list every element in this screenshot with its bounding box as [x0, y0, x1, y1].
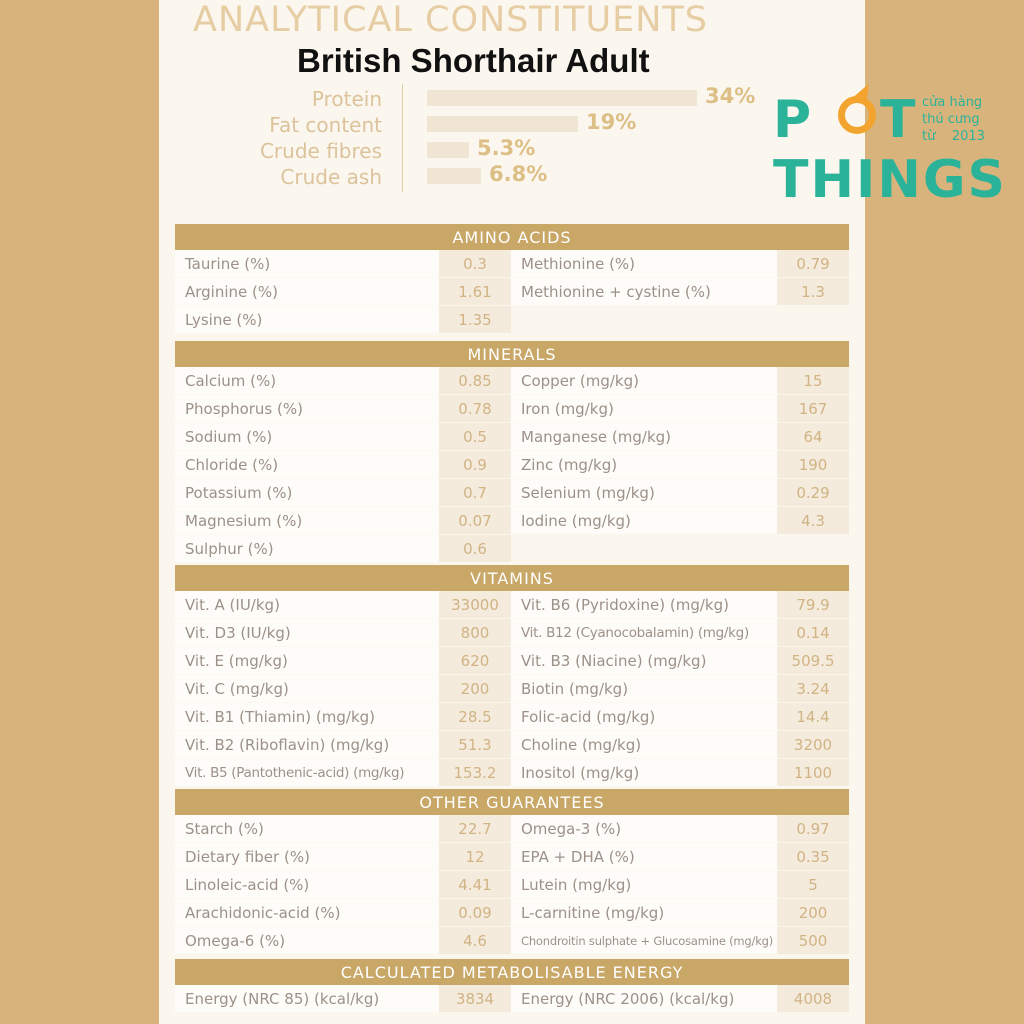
nutrient-value: 0.6 — [439, 535, 511, 563]
nutrient-value: 28.5 — [439, 703, 511, 731]
logo-tagline-line: thú cưng — [922, 112, 980, 127]
nutrient-value: 0.29 — [777, 479, 849, 507]
nutrient-value: 153.2 — [439, 759, 511, 787]
nutrient-name: Lysine (%) — [175, 306, 439, 334]
logo-tagline-line: từ 2013 — [922, 129, 985, 144]
product-title: British Shorthair Adult — [297, 42, 650, 79]
logo-cat-icon — [838, 96, 876, 134]
nutrient-value: 1.61 — [439, 278, 511, 306]
nutrient-value: 1.3 — [777, 278, 849, 306]
table-row — [175, 985, 849, 1013]
nutrient-name: Vit. B2 (Riboflavin) (mg/kg) — [175, 731, 439, 759]
logo-tagline-line: cửa hàng — [922, 95, 983, 110]
section-header: VITAMINS — [175, 565, 849, 591]
analytical-label: Fat content — [269, 113, 382, 137]
nutrient-value: 509.5 — [777, 647, 849, 675]
nutrient-name: Chondroitin sulphate + Glucosamine (mg/kg) — [511, 927, 777, 955]
nutrient-value: 64 — [777, 423, 849, 451]
nutrient-name: Methionine (%) — [511, 250, 777, 278]
table-row — [175, 278, 849, 306]
nutrient-value: 33000 — [439, 591, 511, 619]
nutrient-value: 3200 — [777, 731, 849, 759]
nutrient-name: Magnesium (%) — [175, 507, 439, 535]
nutrient-name: Sulphur (%) — [175, 535, 439, 563]
nutrient-name: Omega-3 (%) — [511, 815, 777, 843]
nutrient-name: Vit. C (mg/kg) — [175, 675, 439, 703]
nutrient-value: 500 — [777, 927, 849, 955]
nutrient-value: 0.35 — [777, 843, 849, 871]
table-row — [175, 927, 849, 955]
table-row — [175, 843, 849, 871]
nutrient-name: Inositol (mg/kg) — [511, 759, 777, 787]
other-guarantees-table — [175, 789, 849, 955]
nutrient-name: Energy (NRC 85) (kcal/kg) — [175, 985, 439, 1013]
table-row — [175, 675, 849, 703]
analytical-label: Crude fibres — [259, 139, 382, 163]
nutrient-name: Omega-6 (%) — [175, 927, 439, 955]
table-row — [175, 535, 849, 563]
table-row — [175, 451, 849, 479]
nutrient-name: Vit. B5 (Pantothenic-acid) (mg/kg) — [175, 759, 439, 787]
nutrient-value: 0.5 — [439, 423, 511, 451]
nutrient-name: Selenium (mg/kg) — [511, 479, 777, 507]
table-row — [175, 591, 849, 619]
logo-tagline — [922, 94, 985, 145]
analytical-value: 19% — [586, 110, 637, 134]
nutrient-value: 22.7 — [439, 815, 511, 843]
nutrient-name: Arachidonic-acid (%) — [175, 899, 439, 927]
nutrient-value: 15 — [777, 367, 849, 395]
nutrient-value: 5 — [777, 871, 849, 899]
analytical-constituents-heading: ANALYTICAL CONSTITUENTS — [193, 0, 708, 40]
nutrient-value: 0.07 — [439, 507, 511, 535]
table-row — [175, 306, 849, 334]
table-row — [175, 815, 849, 843]
vitamins-table — [175, 565, 849, 787]
nutrient-name: Folic-acid (mg/kg) — [511, 703, 777, 731]
nutrient-name: Potassium (%) — [175, 479, 439, 507]
nutrient-value: 200 — [439, 675, 511, 703]
table-row — [175, 507, 849, 535]
nutrient-value: 167 — [777, 395, 849, 423]
nutrient-value: 4.3 — [777, 507, 849, 535]
nutrient-name: Vit. B3 (Niacine) (mg/kg) — [511, 647, 777, 675]
nutrient-name: Starch (%) — [175, 815, 439, 843]
nutrient-value: 0.78 — [439, 395, 511, 423]
table-row — [175, 703, 849, 731]
nutrient-value: 620 — [439, 647, 511, 675]
nutrient-value: 4.6 — [439, 927, 511, 955]
analytical-bar — [427, 142, 469, 158]
nutrient-name: L-carnitine (mg/kg) — [511, 899, 777, 927]
nutrient-value: 0.09 — [439, 899, 511, 927]
table-row — [175, 731, 849, 759]
nutrient-name: Phosphorus (%) — [175, 395, 439, 423]
analytical-bar — [427, 116, 578, 132]
nutrient-name: Chloride (%) — [175, 451, 439, 479]
analytical-labels — [200, 86, 382, 190]
empty-cell — [777, 306, 849, 334]
nutrient-value: 12 — [439, 843, 511, 871]
nutrient-name: Copper (mg/kg) — [511, 367, 777, 395]
nutrient-value: 1100 — [777, 759, 849, 787]
nutrient-value: 200 — [777, 899, 849, 927]
table-row — [175, 395, 849, 423]
nutrient-value: 79.9 — [777, 591, 849, 619]
table-row — [175, 899, 849, 927]
nutrient-value: 51.3 — [439, 731, 511, 759]
analytical-value: 6.8% — [489, 162, 548, 186]
nutrient-name: Energy (NRC 2006) (kcal/kg) — [511, 985, 777, 1013]
energy-table — [175, 959, 849, 1013]
nutrient-name: Biotin (mg/kg) — [511, 675, 777, 703]
nutrient-name: Vit. B12 (Cyanocobalamin) (mg/kg) — [511, 619, 777, 647]
nutrient-name: Linoleic-acid (%) — [175, 871, 439, 899]
section-header: CALCULATED METABOLISABLE ENERGY — [175, 959, 849, 985]
nutrient-name: Arginine (%) — [175, 278, 439, 306]
nutrient-name: Vit. B1 (Thiamin) (mg/kg) — [175, 703, 439, 731]
empty-cell — [511, 306, 777, 334]
nutrient-value: 0.7 — [439, 479, 511, 507]
logo-letter-p: P — [773, 90, 814, 150]
section-header: OTHER GUARANTEES — [175, 789, 849, 815]
table-row — [175, 250, 849, 278]
nutrient-name: Vit. B6 (Pyridoxine) (mg/kg) — [511, 591, 777, 619]
table-row — [175, 619, 849, 647]
amino-acids-table — [175, 224, 849, 334]
nutrient-name: Iron (mg/kg) — [511, 395, 777, 423]
nutrient-name: Lutein (mg/kg) — [511, 871, 777, 899]
nutrient-value: 0.79 — [777, 250, 849, 278]
nutrient-value: 3.24 — [777, 675, 849, 703]
nutrient-value: 0.9 — [439, 451, 511, 479]
table-row — [175, 759, 849, 787]
nutrient-name: Calcium (%) — [175, 367, 439, 395]
table-row — [175, 423, 849, 451]
table-row — [175, 367, 849, 395]
analytical-value: 34% — [705, 84, 756, 108]
nutrient-value: 190 — [777, 451, 849, 479]
section-header: MINERALS — [175, 341, 849, 367]
analytical-divider — [402, 84, 403, 192]
nutrient-name: Vit. E (mg/kg) — [175, 647, 439, 675]
analytical-label: Crude ash — [280, 165, 382, 189]
nutrient-value: 0.14 — [777, 619, 849, 647]
nutrient-name: Manganese (mg/kg) — [511, 423, 777, 451]
analytical-value: 5.3% — [477, 136, 536, 160]
nutrient-name: Vit. A (IU/kg) — [175, 591, 439, 619]
nutrient-value: 4.41 — [439, 871, 511, 899]
nutrient-name: Dietary fiber (%) — [175, 843, 439, 871]
nutrient-name: Choline (mg/kg) — [511, 731, 777, 759]
nutrient-value: 4008 — [777, 985, 849, 1013]
nutrient-value: 0.97 — [777, 815, 849, 843]
nutrient-value: 14.4 — [777, 703, 849, 731]
nutrient-name: Iodine (mg/kg) — [511, 507, 777, 535]
nutrient-value: 1.35 — [439, 306, 511, 334]
nutrient-name: Taurine (%) — [175, 250, 439, 278]
analytical-bar — [427, 90, 697, 106]
nutrient-value: 0.3 — [439, 250, 511, 278]
logo-letter-t: T — [880, 90, 918, 150]
section-header: AMINO ACIDS — [175, 224, 849, 250]
nutrient-name: EPA + DHA (%) — [511, 843, 777, 871]
analytical-bar — [427, 168, 481, 184]
empty-cell — [777, 535, 849, 563]
nutrient-name: Vit. D3 (IU/kg) — [175, 619, 439, 647]
analytical-label: Protein — [311, 87, 382, 111]
table-row — [175, 871, 849, 899]
nutrient-name: Sodium (%) — [175, 423, 439, 451]
table-row — [175, 647, 849, 675]
table-row — [175, 479, 849, 507]
nutrient-name: Zinc (mg/kg) — [511, 451, 777, 479]
nutrient-name: Methionine + cystine (%) — [511, 278, 777, 306]
minerals-table — [175, 341, 849, 563]
nutrient-value: 800 — [439, 619, 511, 647]
logo-brand-line2: THINGS — [773, 150, 1007, 210]
nutrient-value: 0.85 — [439, 367, 511, 395]
empty-cell — [511, 535, 777, 563]
nutrient-value: 3834 — [439, 985, 511, 1013]
